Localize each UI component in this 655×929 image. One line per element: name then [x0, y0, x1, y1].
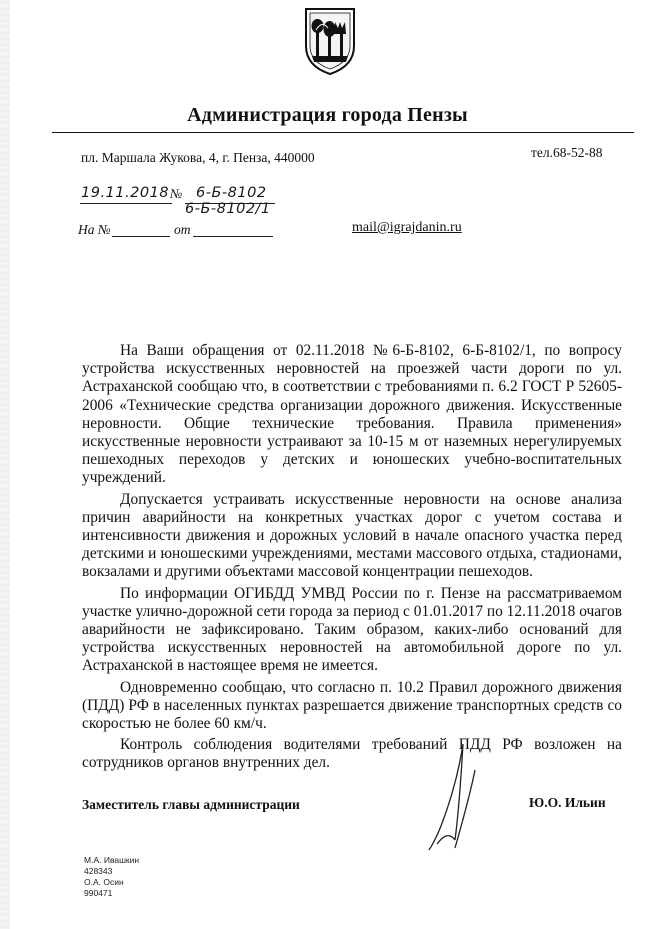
organization-address: пл. Маршала Жукова, 4, г. Пенза, 440000: [81, 150, 315, 165]
header-divider: [52, 132, 634, 133]
body-paragraph: Допускается устраивать искусственные неровности на основе анализа причин аварийности на конкретных участках дорог с учетом состава и интенсивности движения и дорожных условий в начале опасного участка перед детскими и юношескими учреждениями, местами массового отдыха, стадионами, вокзалами и другими объектами массовой концентрации пешеходов.: [82, 490, 622, 581]
executor-line: 990471: [84, 888, 113, 898]
handwritten-signature: [415, 740, 505, 855]
reference-date-line: [193, 236, 273, 237]
scan-edge-noise: [0, 0, 10, 929]
outgoing-number-2: 6-Б-8102/1: [185, 201, 271, 217]
signatory-name: Ю.О. Ильин: [529, 795, 606, 810]
reference-number-line: [112, 236, 170, 237]
city-coat-of-arms-icon: [302, 6, 358, 76]
recipient-email[interactable]: mail@igrajdanin.ru: [352, 220, 462, 235]
outgoing-date-line: [80, 203, 172, 204]
body-paragraph: На Ваши обращения от 02.11.2018 №6-Б-8102, 6-Б-8102/1, по вопросу устройства искусственных неровностей на проезжей части дороги по ул. Астраханской сообщаю что, в соответствии с требованиями п. 6.2 ГОСТ Р 52605-2006 «Технические средства организации дорожного движения. Искусственные неровности. Общие технические требования. Правила применения» искусственные неровности устраивают за 10-15 м от наземных нерегулируемых пешеходных переходов у детских и юношеских учебно-воспитательных учреждений.: [82, 342, 622, 487]
body-paragraph: Контроль соблюдения водителями требований ПДД РФ возложен на сотрудников органов внутренних дел.: [82, 736, 622, 772]
executor-line: О.А. Осин: [84, 877, 124, 887]
letter-body: [82, 342, 622, 776]
body-paragraph: Одновременно сообщаю, что согласно п. 10.2 Правил дорожного движения (ПДД) РФ в населенных пунктах разрешается движение транспортных средств со скоростью не более 60 км/ч.: [82, 678, 622, 733]
organization-title: Администрация города Пензы: [187, 104, 468, 126]
body-paragraph: По информации ОГИБДД УМВД России по г. Пензе на рассматриваемом участке улично-дорожной сети города за период с 01.01.2017 по 12.11.2018 очагов аварийности не зафиксировано. Таким образом, каких-либо оснований для устройства искусственных неровностей на автомобильной дороге по ул. Астраханской в настоящее время не имеется.: [82, 584, 622, 675]
signatory-title: Заместитель главы администрации: [82, 797, 300, 812]
outgoing-date: 19.11.2018: [81, 185, 170, 201]
reference-date-label: от: [174, 222, 191, 237]
outgoing-number-sign: №: [170, 186, 183, 201]
executor-line: М.А. Ивашкин: [84, 855, 140, 865]
reference-number-label: На №: [78, 222, 111, 237]
organization-phone: тел.68-52-88: [531, 145, 603, 160]
executor-line: 428343: [84, 866, 113, 876]
outgoing-number: 6-Б-8102: [196, 185, 267, 201]
executor-block: [84, 855, 139, 899]
